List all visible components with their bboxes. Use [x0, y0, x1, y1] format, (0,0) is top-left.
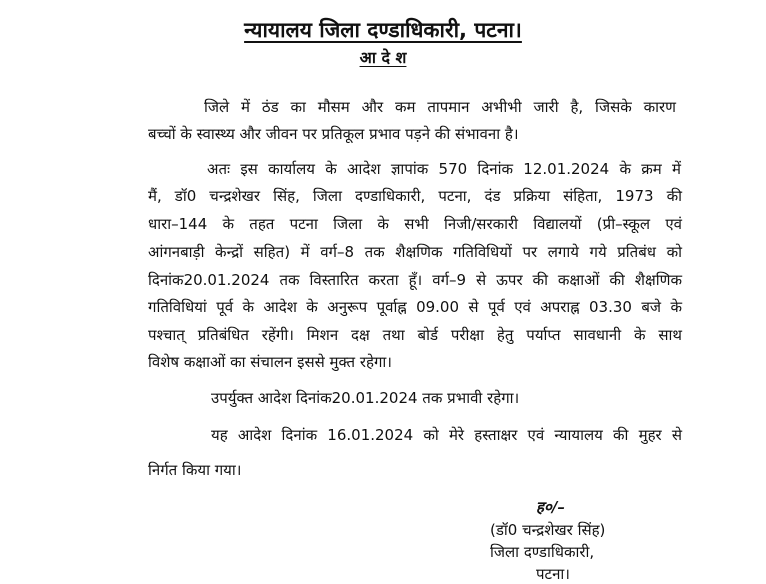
- signatory-place: पटना।: [536, 565, 570, 583]
- para2-line-3: धारा–144 के तहत पटना जिला के सभी निजी/सरकारी विद्यालयों (प्री–स्कूल एवं: [148, 215, 682, 233]
- document-title: [0, 16, 766, 44]
- document-title-text: न्यायालय जिला दण्डाधिकारी, पटना।: [244, 18, 522, 42]
- order-heading-text: आ दे श: [359, 48, 407, 67]
- para2-line-5: दिनांक20.01.2024 तक विस्तारित करता हूँ। वर्ग–9 से ऊपर की कक्षाओं की शैक्षणिक: [148, 271, 682, 289]
- para2-line-1: अतः इस कार्यालय के आदेश ज्ञापांक 570 दिनांक 12.01.2024 के क्रम में: [207, 160, 681, 178]
- signatory-designation: जिला दण्डाधिकारी,: [490, 543, 595, 561]
- para2-line-2: मैं, डॉ0 चन्द्रशेखर सिंह, जिला दण्डाधिकारी, पटना, दंड प्रक्रिया संहिता, 1973 की: [148, 187, 682, 205]
- para2-line-7: पश्चात् प्रतिबंधित रहेंगी। मिशन दक्ष तथा बोर्ड परीक्षा हेतु पर्याप्त सावधानी के साथ: [148, 326, 682, 344]
- para2-line-4: आंगनबाड़ी केन्द्रों सहित) में वर्ग–8 तक शैक्षणिक गतिविधियों पर लगाये गये प्रतिबंध को: [148, 243, 682, 261]
- para4-line-1: यह आदेश दिनांक 16.01.2024 को मेरे हस्ताक्षर एवं न्यायालय की मुहर से: [211, 426, 682, 444]
- signature-mark: ह०/–: [536, 498, 565, 516]
- para3-line: उपर्युक्त आदेश दिनांक20.01.2024 तक प्रभावी रहेगा।: [211, 389, 520, 407]
- para1-line-1: जिले में ठंड का मौसम और कम तापमान अभीभी जारी है, जिसके कारण: [204, 98, 676, 116]
- para4-line-2: निर्गत किया गया।: [148, 461, 242, 479]
- para2-line-8: विशेष कक्षाओं का संचालन इससे मुक्त रहेगा।: [148, 353, 392, 371]
- para1-line-2: बच्चों के स्वास्थ्य और जीवन पर प्रतिकूल प्रभाव पड़ने की संभावना है।: [148, 125, 519, 143]
- order-heading: [0, 47, 766, 69]
- para2-line-6: गतिविधियां पूर्व के आदेश के अनुरूप पूर्वाह्न 09.00 से पूर्व एवं अपराह्न 03.30 बजे के: [148, 298, 682, 316]
- signatory-name: (डॉ0 चन्द्रशेखर सिंह): [490, 521, 606, 539]
